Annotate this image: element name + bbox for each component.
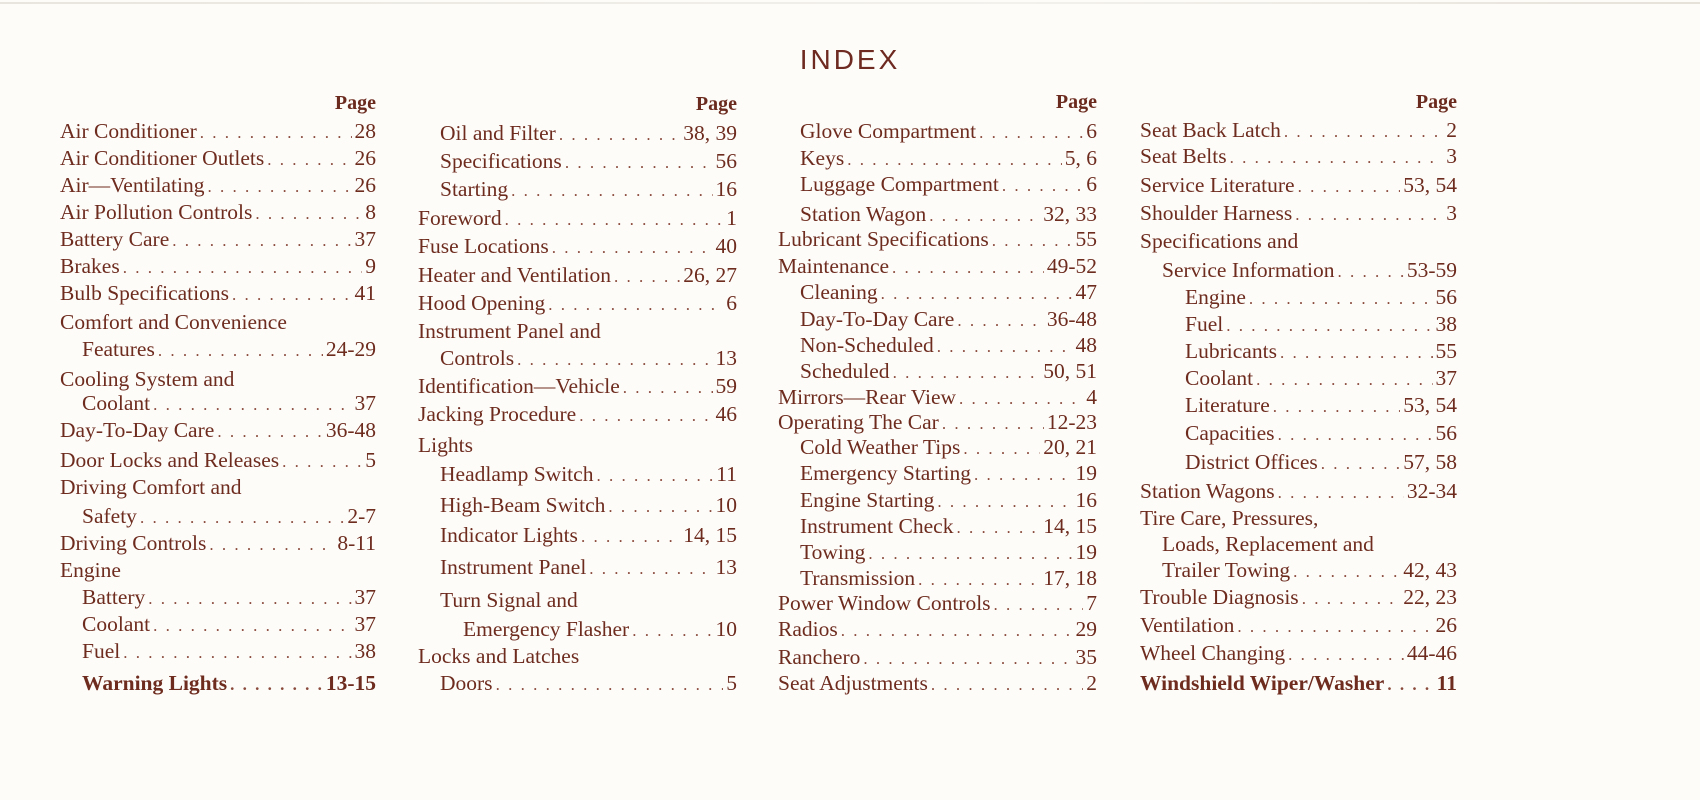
index-entry-page-number: 56 [715, 149, 737, 173]
index-entry-page-number: 59 [715, 374, 737, 398]
index-entry-page-number: 53, 54 [1403, 393, 1457, 417]
index-entry-page-number: 32-34 [1406, 479, 1457, 503]
index-entry-text: Maintenance [778, 254, 890, 278]
index-entry [1140, 228, 1457, 254]
index-entry-page-number: 13-15 [325, 671, 376, 695]
index-entry-text: Turn Signal and [440, 588, 578, 612]
index-entry-page-number: 44-46 [1406, 641, 1457, 665]
index-entry-page-number: 7 [1086, 591, 1097, 615]
index-entry-text: Emergency Starting [800, 461, 971, 485]
index-entry-text: Instrument Panel [440, 555, 587, 579]
index-entry-page-number: 10 [715, 493, 737, 517]
index-entry-page-number: 10 [715, 617, 737, 641]
index-entry [1140, 505, 1457, 531]
index-entry-text: Station Wagon [800, 202, 927, 226]
index-entry-text: Wheel Changing [1140, 641, 1286, 665]
index-entry-text: Battery Care [60, 227, 170, 251]
index-entry-page-number: 32, 33 [1043, 202, 1097, 226]
index-entry-text: Brakes [60, 254, 120, 278]
index-entry-text: Non-Scheduled [800, 333, 934, 357]
index-entry-page-number: 37 [354, 391, 376, 415]
dot-leader [1280, 340, 1433, 366]
index-entry-page-number: 53, 54 [1403, 173, 1457, 197]
index-entry-text: Door Locks and Releases [60, 448, 280, 472]
index-entry-text: Emergency Flasher [463, 617, 630, 641]
index-entry [1140, 200, 1457, 228]
index-entry-text: Jacking Procedure [418, 402, 577, 426]
index-entry-text: Capacities [1185, 421, 1275, 445]
page-column-header: Page [695, 93, 737, 115]
index-entry-text: Controls [440, 346, 515, 370]
index-entry-text: Seat Belts [1140, 144, 1227, 168]
index-entry-page-number: 8-11 [337, 531, 376, 555]
index-entry-text: High-Beam Switch [440, 493, 606, 517]
dot-leader [1298, 174, 1401, 200]
index-entry-text: Bulb Specifications [60, 281, 229, 305]
index-entry-text: Engine Starting [800, 488, 935, 512]
index-entry-page-number: 26, 27 [683, 263, 737, 287]
index-entry-text: Day-To-Day Care [800, 307, 955, 331]
index-entry-text: Air Conditioner [60, 119, 197, 143]
page-title: INDEX [799, 44, 901, 75]
index-entry-page-number: 37 [1435, 366, 1457, 390]
index-entry-page-number: 38 [354, 639, 376, 663]
index-entry-page-number: 6 [726, 291, 737, 315]
index-entry-page-number: 16 [715, 177, 737, 201]
index-entry-page-number: 6 [1086, 172, 1097, 196]
index-entry-page-number: 22, 23 [1403, 585, 1457, 609]
index-entry-page-number: 6 [1086, 119, 1097, 143]
dot-leader [1321, 451, 1401, 477]
page-column-header: Page [334, 92, 376, 114]
index-entry-page-number: 40 [715, 234, 737, 258]
dot-leader [1295, 202, 1443, 228]
dot-leader [1237, 614, 1432, 640]
index-entry-page-number: 1 [726, 206, 737, 230]
index-entry-text: Towing [800, 540, 866, 564]
index-entry-page-number: 47 [1075, 280, 1097, 304]
index-entry-text: Instrument Check [800, 514, 954, 538]
index-entry-text: Air Conditioner Outlets [60, 146, 265, 170]
index-entry-text: Literature [1185, 393, 1270, 417]
dot-leader [1278, 480, 1404, 506]
index-entry-text: Lubricant Specifications [778, 227, 989, 251]
index-entry-text: Warning Lights [82, 671, 228, 695]
index-entry-page-number: 11 [716, 462, 737, 486]
index-entry [1185, 392, 1457, 420]
index-entry-text: Foreword [418, 206, 502, 230]
index-entry-page-number: 8 [365, 200, 376, 224]
index-entry-text: Trailer Towing [1162, 558, 1291, 582]
index-entry-text: Day-To-Day Care [60, 418, 215, 442]
dot-leader [1293, 559, 1400, 585]
index-entry-text: Doors [440, 671, 493, 695]
index-entry-text: Driving Controls [60, 531, 207, 555]
index-entry-text: Heater and Ventilation [418, 263, 612, 287]
dot-leader [1226, 313, 1432, 339]
dot-leader [1387, 672, 1433, 698]
index-entry-text: Luggage Compartment [800, 172, 999, 196]
index-entry-text: Driving Comfort and [60, 475, 242, 499]
index-entry-page-number: 49-52 [1046, 254, 1097, 278]
index-entry-text: Ranchero [778, 645, 861, 669]
index-entry-page-number: 38 [1435, 312, 1457, 336]
index-entry-page-number: 56 [1435, 285, 1457, 309]
index-entry-page-number: 4 [1086, 385, 1097, 409]
index-entry-text: Windshield Wiper/Washer [1140, 671, 1385, 695]
index-entry-page-number: 35 [1075, 645, 1097, 669]
index-entry-page-number: 37 [354, 612, 376, 636]
index-entry-page-number: 5 [365, 448, 376, 472]
index-entry-text: Operating The Car [778, 410, 939, 434]
index-entry-text: Hood Opening [418, 291, 546, 315]
index-entry-text: Radios [778, 617, 838, 641]
index-entry-page-number: 19 [1075, 540, 1097, 564]
index-entry-text: Specifications [440, 149, 562, 173]
index-entry-page-number: 55 [1075, 227, 1097, 251]
index-entry-text: Loads, Replacement and [1162, 532, 1374, 556]
index-entry-text: Comfort and Convenience [60, 310, 287, 334]
index-entry [1140, 117, 1457, 145]
index-entry-text: Lights [418, 433, 473, 457]
index-entry-text: Shoulder Harness [1140, 201, 1293, 225]
index-entry-text: Instrument Panel and [418, 319, 601, 343]
dot-leader [1338, 259, 1404, 285]
index-entry-page-number: 26 [354, 173, 376, 197]
index-entry-page-number: 53-59 [1406, 258, 1457, 282]
index-entry-text: Cold Weather Tips [800, 435, 961, 459]
dot-leader [1278, 422, 1433, 448]
index-entry-text: Air—Ventilating [60, 173, 205, 197]
index-entry-page-number: 56 [1435, 421, 1457, 445]
dot-leader [1249, 286, 1433, 312]
index-entry-text: Trouble Diagnosis [1140, 585, 1299, 609]
dot-leader [1230, 145, 1444, 171]
index-entry-page-number: 16 [1075, 488, 1097, 512]
index-entry-page-number: 2-7 [347, 504, 376, 528]
index-entry-page-number: 29 [1075, 617, 1097, 641]
index-entry-page-number: 2 [1446, 118, 1457, 142]
index-entry-text: Safety [82, 504, 137, 528]
index-entry-text: Mirrors—Rear View [778, 385, 957, 409]
index-entry [1162, 557, 1457, 585]
index-entry-text: Identification—Vehicle [418, 374, 620, 398]
index-entry-text: Fuel [1185, 312, 1224, 336]
index-entry-text: Air Pollution Controls [60, 200, 253, 224]
index-entry [1185, 311, 1457, 339]
index-entry [1185, 420, 1457, 448]
index-entry-text: Starting [440, 177, 509, 201]
index-entry-page-number: 41 [354, 281, 376, 305]
index-entry [1140, 143, 1457, 171]
index-entry-page-number: 2 [1086, 671, 1097, 695]
index-entry-text: Station Wagons [1140, 479, 1275, 503]
index-entry [1140, 172, 1457, 200]
index-entry-page-number: 11 [1436, 671, 1457, 695]
index-entry [1185, 449, 1457, 477]
index-entry-text: Coolant [82, 612, 151, 636]
index-entry-page-number: 12-23 [1046, 410, 1097, 434]
index-entry-text: Locks and Latches [418, 644, 580, 668]
dot-leader [1288, 642, 1404, 668]
index-entry-page-number: 48 [1075, 333, 1097, 357]
index-entry-page-number: 13 [715, 555, 737, 579]
index-entry [1162, 531, 1457, 557]
index-entry-page-number: 14, 15 [683, 523, 737, 547]
index-entry-page-number: 5, 6 [1064, 146, 1097, 170]
index-entry [1140, 670, 1457, 698]
index-entry-page-number: 14, 15 [1043, 514, 1097, 538]
dot-leader [1284, 119, 1443, 145]
index-entry-text: Lubricants [1185, 339, 1277, 363]
index-entry-text: Service Literature [1140, 173, 1295, 197]
index-entry-page-number: 17, 18 [1043, 566, 1097, 590]
index-entry [1162, 257, 1457, 285]
index-entry [1185, 284, 1457, 312]
index-entry-page-number: 24-29 [325, 337, 376, 361]
index-entry [1140, 640, 1457, 668]
index-entry-text: Engine [1185, 285, 1246, 309]
index-entry-page-number: 36-48 [325, 418, 376, 442]
index-entry-text: Fuel [82, 639, 121, 663]
index-entry-page-number: 19 [1075, 461, 1097, 485]
page-column-header: Page [1055, 91, 1097, 113]
index-entry-page-number: 46 [715, 402, 737, 426]
dot-leader [1273, 394, 1400, 420]
index-entry-text: Coolant [82, 391, 151, 415]
index-entry-text: Headlamp Switch [440, 462, 594, 486]
index-entry-text: District Offices [1185, 450, 1318, 474]
index-entry-page-number: 26 [354, 146, 376, 170]
index-entry-page-number: 42, 43 [1403, 558, 1457, 582]
index-entry [1140, 584, 1457, 612]
index-entry-text: Glove Compartment [800, 119, 977, 143]
index-entry-text: Battery [82, 585, 146, 609]
index-entry-text: Transmission [800, 566, 916, 590]
index-entry-text: Indicator Lights [440, 523, 578, 547]
index-entry-text: Power Window Controls [778, 591, 991, 615]
index-entry-text: Engine [60, 558, 121, 582]
index-entry-text: Ventilation [1140, 613, 1235, 637]
index-entry-text: Coolant [1185, 366, 1254, 390]
index-entry-page-number: 20, 21 [1043, 435, 1097, 459]
dot-leader [1302, 586, 1401, 612]
index-entry [1185, 338, 1457, 366]
index-entry-page-number: 37 [354, 585, 376, 609]
index-entry-text: Service Information [1162, 258, 1335, 282]
dot-leader [1256, 367, 1432, 393]
index-entry-page-number: 37 [354, 227, 376, 251]
index-entry-page-number: 50, 51 [1043, 359, 1097, 383]
index-entry-page-number: 3 [1446, 201, 1457, 225]
index-entry-text: Scheduled [800, 359, 890, 383]
index-entry [1185, 365, 1457, 393]
index-entry-page-number: 57, 58 [1403, 450, 1457, 474]
index-entry-page-number: 38, 39 [683, 121, 737, 145]
index-entry-text: Oil and Filter [440, 121, 556, 145]
index-entry-text: Features [82, 337, 155, 361]
index-entry-text: Seat Back Latch [1140, 118, 1281, 142]
index-entry-page-number: 13 [715, 346, 737, 370]
index-entry-text: Seat Adjustments [778, 671, 928, 695]
index-entry [1140, 612, 1457, 640]
index-entry-text: Cooling System and [60, 367, 235, 391]
index-entry-text: Fuse Locations [418, 234, 549, 258]
index-entry-page-number: 28 [354, 119, 376, 143]
index-entry-text: Keys [800, 146, 845, 170]
index-entry-page-number: 55 [1435, 339, 1457, 363]
index-entry-text: Specifications and [1140, 229, 1299, 253]
index-entry-page-number: 5 [726, 671, 737, 695]
index-entry [1140, 478, 1457, 506]
index-entry-text: Tire Care, Pressures, [1140, 506, 1319, 530]
index-entry-text: Cleaning [800, 280, 878, 304]
page-column-header: Page [1415, 91, 1457, 113]
index-entry-page-number: 26 [1435, 613, 1457, 637]
index-entry-page-number: 9 [365, 254, 376, 278]
index-entry-page-number: 36-48 [1046, 307, 1097, 331]
index-entry-page-number: 3 [1446, 144, 1457, 168]
